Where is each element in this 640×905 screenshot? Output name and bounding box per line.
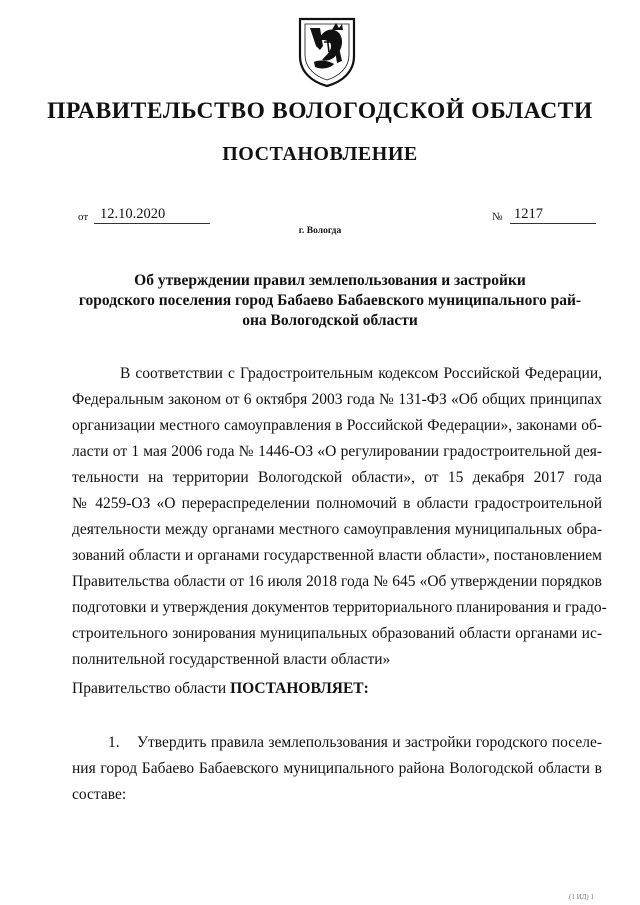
resolves-line	[72, 676, 602, 702]
paragraph-line: ния город Бабаево Бабаевского муниципального района Вологодской области в	[72, 760, 602, 777]
resolves-verb: ПОСТАНОВЛЯЕТ:	[230, 680, 369, 697]
item-1-paragraph	[72, 730, 602, 808]
paragraph-line: полнительной государственной власти области»	[72, 651, 391, 668]
paragraph-line: Правительства области от 16 июля 2018 года № 645 «Об утверждении порядков	[72, 573, 602, 590]
document-type-heading: ПОСТАНОВЛЕНИЕ	[222, 143, 418, 165]
document-date: 12.10.2020	[94, 206, 210, 224]
paragraph-line: составе:	[72, 786, 127, 803]
title-line: городского поселения город Бабаево Бабаевского муниципального рай-	[78, 292, 582, 309]
organization-heading: ПРАВИТЕЛЬСТВО ВОЛОГОДСКОЙ ОБЛАСТИ	[47, 98, 593, 124]
resolution-title	[60, 271, 600, 331]
paragraph-line: тельности на территории Вологодской области», от 15 декабря 2017 года	[72, 469, 602, 486]
document-number: 1217	[510, 206, 596, 224]
paragraph-line: Федеральным законом от 6 октября 2003 года № 131-ФЗ «Об общих принципах	[72, 391, 602, 408]
footer-page-mark: (1 ИД) 1	[569, 893, 594, 901]
paragraph-line: деятельности между органами местного самоуправления муниципальных обра-	[72, 521, 602, 538]
resolves-prefix: Правительство области	[72, 680, 227, 697]
title-line: Об утверждении правил землепользования и застройки	[134, 272, 526, 289]
coat-of-arms-emblem	[296, 16, 358, 88]
paragraph-line: подготовки и утверждения документов территориального планирования и градо-	[72, 599, 607, 616]
date-prefix-label: от	[78, 211, 89, 223]
paragraph-line: 1. Утвердить правила землепользования и застройки городского поселе-	[108, 734, 602, 751]
preamble-paragraph	[72, 361, 607, 673]
number-prefix-label: №	[492, 211, 503, 223]
paragraph-line: строительного зонирования муниципальных образований области органами ис-	[72, 625, 602, 642]
paragraph-line: ласти от 1 мая 2006 года № 1446-ОЗ «О регулировании градостроительной дея-	[72, 443, 602, 460]
paragraph-line: № 4259-ОЗ «О перераспределении полномочий в области градостроительной	[72, 495, 602, 512]
paragraph-line: организации местного самоуправления в Российской Федерации», законами об-	[72, 417, 602, 434]
paragraph-line: зований области и органами государственной власти области», постановлением	[72, 547, 602, 564]
title-line: она Вологодской области	[242, 312, 418, 329]
city-label: г. Вологда	[298, 226, 342, 236]
paragraph-line: В соответствии с Градостроительным кодексом Российской Федерации,	[120, 365, 602, 382]
